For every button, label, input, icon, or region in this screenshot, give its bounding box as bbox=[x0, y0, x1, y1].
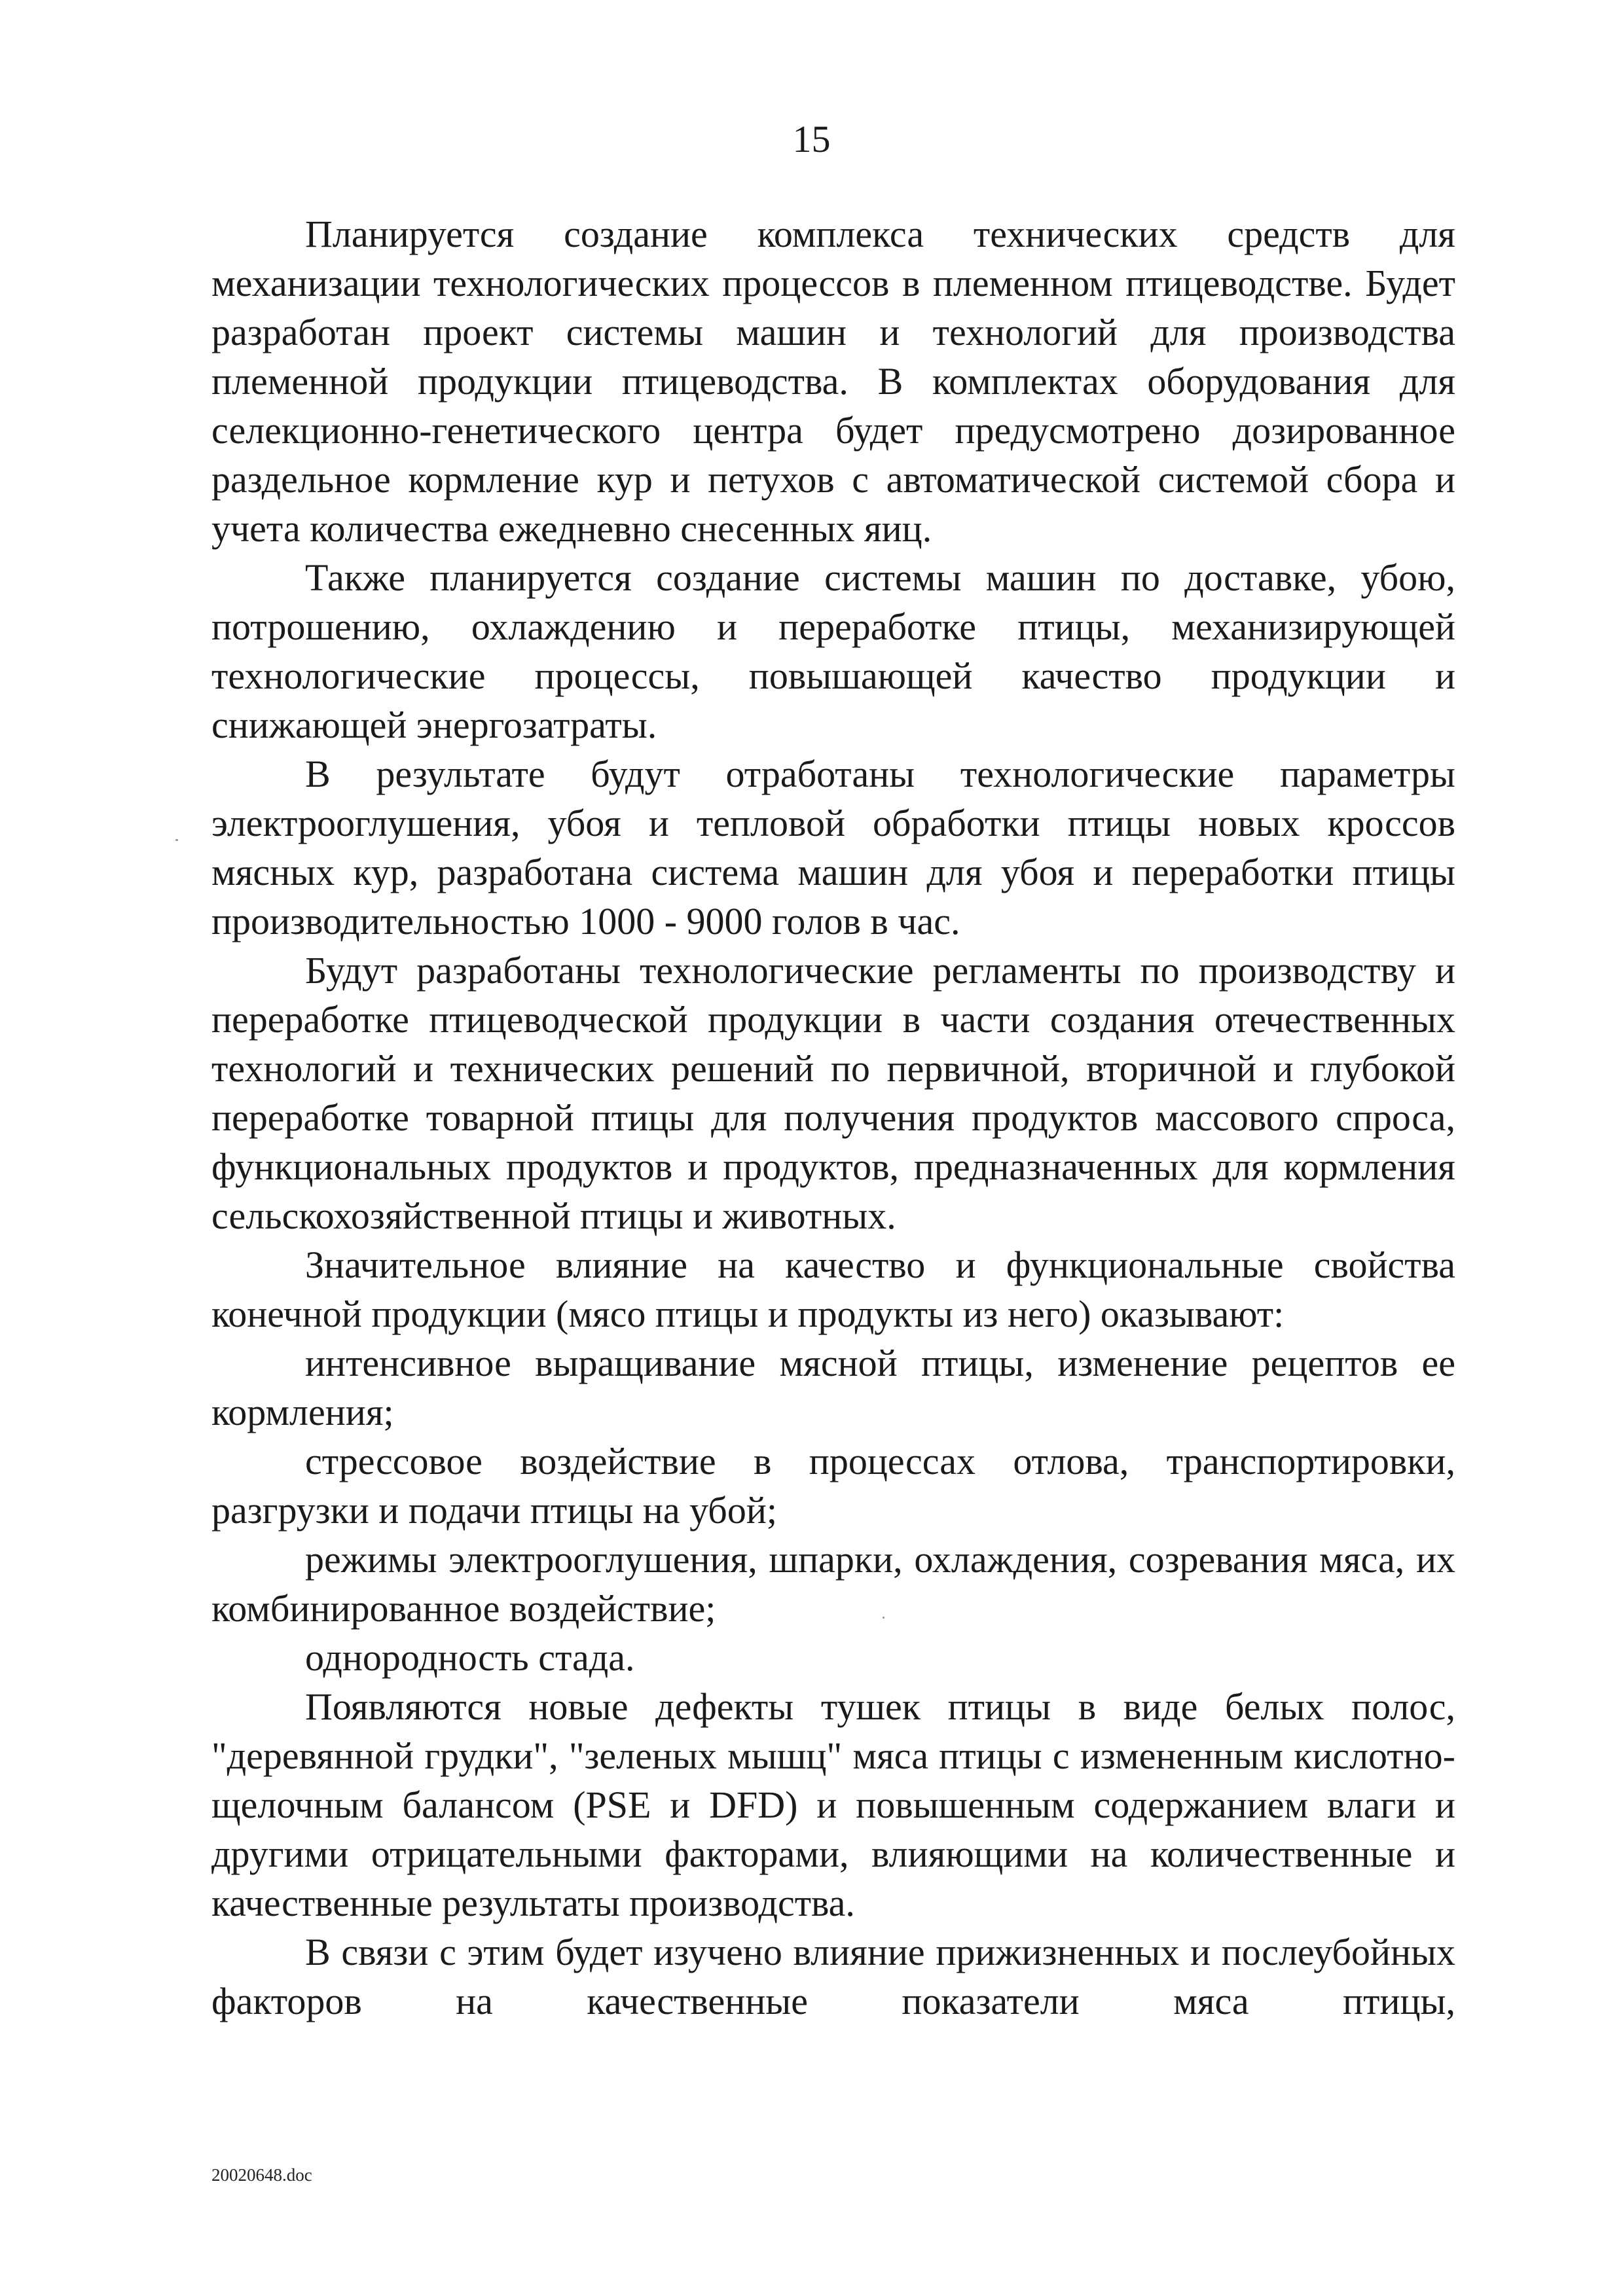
list-item-intensive-rearing: интенсивное выращивание мясной птицы, изменение рецептов ее кормления; bbox=[211, 1342, 1455, 1433]
scan-speck bbox=[175, 839, 178, 841]
page-number: 15 bbox=[792, 118, 831, 160]
document-body bbox=[211, 209, 1455, 2026]
paragraph-regulations: Будут разработаны технологические регламенты по производству и переработке птицеводческой продукции в части создания отечественных технологий и технических решений по первичной, вторичной и глубокой переработке товарной птицы для получения продуктов массового спроса, функциональных продуктов и продуктов, предназначенных для кормления сельскохозяйственной птицы и животных. bbox=[211, 949, 1455, 1237]
paragraph-breeding-equipment: Планируется создание комплекса технических средств для механизации технологических процессов в племенном птицеводстве. Будет разработан проект системы машин и технологий для производства племенной продукции птицеводства. В комплектах оборудования для селекционно-генетического центра будет предусмотрено дозированное раздельное кормление кур и петухов с автоматической системой сбора и учета количества ежедневно снесенных яиц. bbox=[211, 213, 1455, 550]
paragraph-new-defects: Появляются новые дефекты тушек птицы в виде белых полос, "деревянной грудки", "зеленых мышц" мяса птицы с измененным кислотно-щелочным балансом (PSE и DFD) и повышенным содержанием влаги и другими отрицательными факторами, влияющими на количественные и качественные результаты производства. bbox=[211, 1685, 1455, 1924]
paragraph-processing-machines: Также планируется создание системы машин по доставке, убою, потрошению, охлаждению и переработке птицы, механизирующей технологические процессы, повышающей качество продукции и снижающей энергозатраты. bbox=[211, 556, 1455, 746]
list-item-stress: стрессовое воздействие в процессах отлова, транспортировки, разгрузки и подачи птицы на убой; bbox=[211, 1440, 1455, 1532]
scan-speck bbox=[883, 1617, 884, 1619]
list-item-processing-modes: режимы электрооглушения, шпарки, охлаждения, созревания мяса, их комбинированное воздействие; bbox=[211, 1538, 1455, 1630]
paragraph-study: В связи с этим будет изучено влияние прижизненных и послеубойных факторов на качественные показатели мяса птицы, bbox=[211, 1931, 1455, 2022]
paragraph-results: В результате будут отработаны технологические параметры электрооглушения, убоя и тепловой обработки птицы новых кроссов мясных кур, разработана система машин для убоя и переработки птицы производительностью 1000 - 9000 голов в час. bbox=[211, 753, 1455, 942]
footer-filename: 20020648.doc bbox=[211, 2165, 312, 2185]
list-item-flock-uniformity: однородность стада. bbox=[305, 1636, 635, 1679]
paragraph-quality-factors: Значительное влияние на качество и функциональные свойства конечной продукции (мясо птицы и продукты из него) оказывают: bbox=[211, 1244, 1455, 1335]
